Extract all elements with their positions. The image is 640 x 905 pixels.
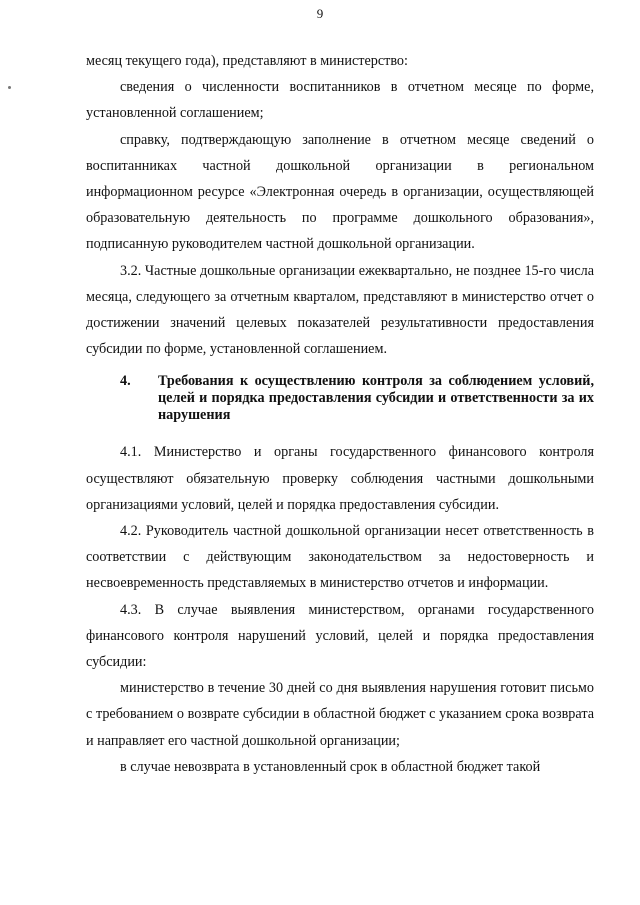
- paragraph-3-2: 3.2. Частные дошкольные организации ежеквартально, не позднее 15-го числа месяца, следующего за отчетным кварталом, представляют в министерство отчет о достижении значений целевых показателей результативности предоставления субсидии по форме, установленной соглашением.: [86, 262, 594, 358]
- paragraph-non-return: в случае невозврата в установленный срок в областной бюджет такой: [120, 758, 541, 775]
- document-body: [86, 48, 594, 780]
- section-heading-4: [86, 373, 594, 424]
- paragraph-4-3: 4.3. В случае выявления министерством, органами государственного финансового контроля нарушений условий, целей и порядка предоставления субсидии:: [86, 601, 594, 671]
- page-number: 9: [316, 6, 324, 21]
- paragraph-4-1: 4.1. Министерство и органы государственного финансового контроля осуществляют обязательную проверку соблюдения частными дошкольными организациями условий, целей и порядка предоставления субсидии.: [86, 444, 594, 513]
- paragraph-certificate: справку, подтверждающую заполнение в отчетном месяце сведений о воспитанниках частной дошкольной организации в региональном информационном ресурсе «Электронная очередь в организации, осуществляющей образовательную деятельность по программе дошкольного образования», подписанную руководителем частной дошкольной организации.: [86, 131, 594, 253]
- section-number: 4.: [120, 373, 131, 390]
- paragraph-pupil-count: сведения о численности воспитанников в отчетном месяце по форме, установленной соглашением;: [86, 79, 594, 122]
- section-title: Требования к осуществлению контроля за соблюдением условий, целей и порядка предоставления субсидии и ответственности за их нарушения: [158, 373, 594, 424]
- paragraph-4-2: 4.2. Руководитель частной дошкольной организации несет ответственность в соответствии с действующим законодательством за недостоверность и несвоевременность представляемых в министерство отчетов и информации.: [86, 523, 594, 592]
- paragraph-ministry-letter: министерство в течение 30 дней со дня выявления нарушения готовит письмо с требованием о возврате субсидии в областной бюджет с указанием срока возврата и направляет его частной дошкольной организации;: [86, 680, 594, 749]
- scan-speck: [8, 86, 11, 89]
- paragraph-continuation: месяц текущего года), представляют в министерство:: [86, 53, 408, 69]
